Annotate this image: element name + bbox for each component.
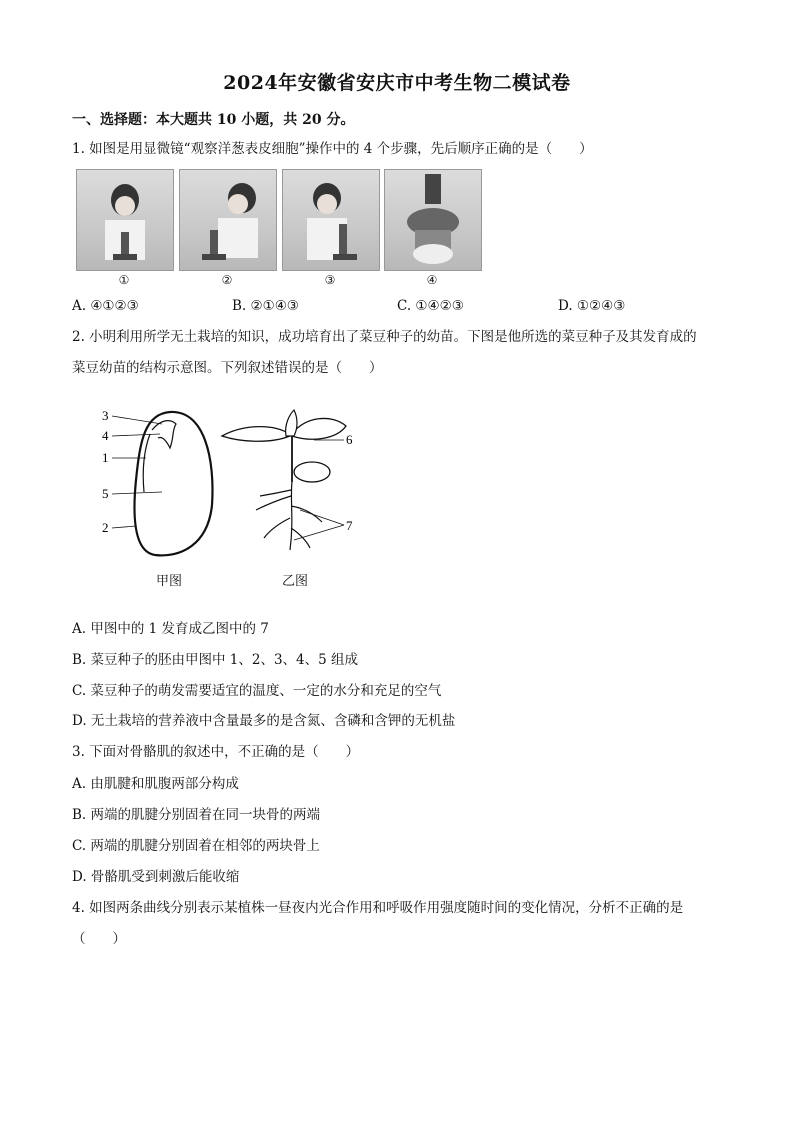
microscope-photo-3 [282, 169, 380, 271]
question-3-text: 3. 下面对骨骼肌的叙述中，不正确的是（ ） [72, 744, 360, 760]
question-2-line-2: 菜豆幼苗的结构示意图。下列叙述错误的是（ ） [72, 360, 383, 376]
q2-option-b[interactable]: B. 菜豆种子的胚由甲图中 1、2、3、4、5 组成 [72, 652, 359, 668]
photo-label-4: ④ [426, 273, 438, 287]
caption-figure-b: 乙图 [282, 574, 309, 589]
seed-label-1: 1 [102, 450, 109, 465]
question-1-text: 1. 如图是用显微镜“观察洋葱表皮细胞”操作中的 4 个步骤，先后顺序正确的是（ ） [72, 141, 593, 157]
photo-label-1: ① [118, 273, 130, 287]
question-4-line-1: 4. 如图两条曲线分别表示某植株一昼夜内光合作用和呼吸作用强度随时间的变化情况，分析不正确的是 [72, 900, 684, 916]
seedling-label-7: 7 [346, 518, 353, 533]
seedling-bud [286, 410, 297, 436]
microscope-photo-4 [384, 169, 482, 271]
photo-label-2: ② [221, 273, 233, 287]
seed-label-5: 5 [102, 486, 109, 501]
q3-option-c[interactable]: C. 两端的肌腱分别固着在相邻的两块骨上 [72, 838, 320, 854]
q2-option-c[interactable]: C. 菜豆种子的萌发需要适宜的温度、一定的水分和充足的空气 [72, 683, 442, 699]
caption-figure-a: 甲图 [156, 574, 183, 589]
q3-option-a[interactable]: A. 由肌腱和肌腹两部分构成 [72, 776, 239, 792]
q1-option-a[interactable]: A. ④①②③ [72, 298, 139, 314]
microscope-photo-2 [179, 169, 277, 271]
microscope-photo-1 [76, 169, 174, 271]
seed-radicle [143, 434, 150, 492]
question-4-line-2: （ ） [72, 931, 126, 947]
seedling-leaf-right [292, 418, 346, 439]
seed-seedling-diagram [100, 400, 380, 570]
seedling-label-6: 6 [346, 432, 353, 447]
section-heading: 一、选择题：本大题共 10 小题，共 20 分。 [72, 112, 355, 128]
seedling-leaf-left [222, 427, 290, 442]
q2-option-d[interactable]: D. 无土栽培的营养液中含量最多的是含氮、含磷和含钾的无机盐 [72, 713, 456, 729]
seed-label-2: 2 [102, 520, 109, 535]
question-2-line-1: 2. 小明利用所学无土栽培的知识，成功培育出了菜豆种子的幼苗。下图是他所选的菜豆种子及其发育成的 [72, 329, 697, 345]
seed-label-4: 4 [102, 428, 109, 443]
seedling-root [256, 482, 322, 550]
page-title: 2024年安徽省安庆市中考生物二模试卷 [223, 72, 571, 94]
seedling-cotyledon [294, 462, 330, 482]
q1-option-d[interactable]: D. ①②④③ [558, 298, 626, 314]
q2-option-a[interactable]: A. 甲图中的 1 发育成乙图中的 7 [72, 621, 269, 637]
q1-option-c[interactable]: C. ①④②③ [397, 298, 464, 314]
q1-option-b[interactable]: B. ②①④③ [232, 298, 299, 314]
seed-label-3: 3 [102, 408, 109, 423]
q3-option-d[interactable]: D. 骨骼肌受到刺激后能收缩 [72, 869, 240, 885]
photo-label-3: ③ [324, 273, 336, 287]
q3-option-b[interactable]: B. 两端的肌腱分别固着在同一块骨的两端 [72, 807, 321, 823]
